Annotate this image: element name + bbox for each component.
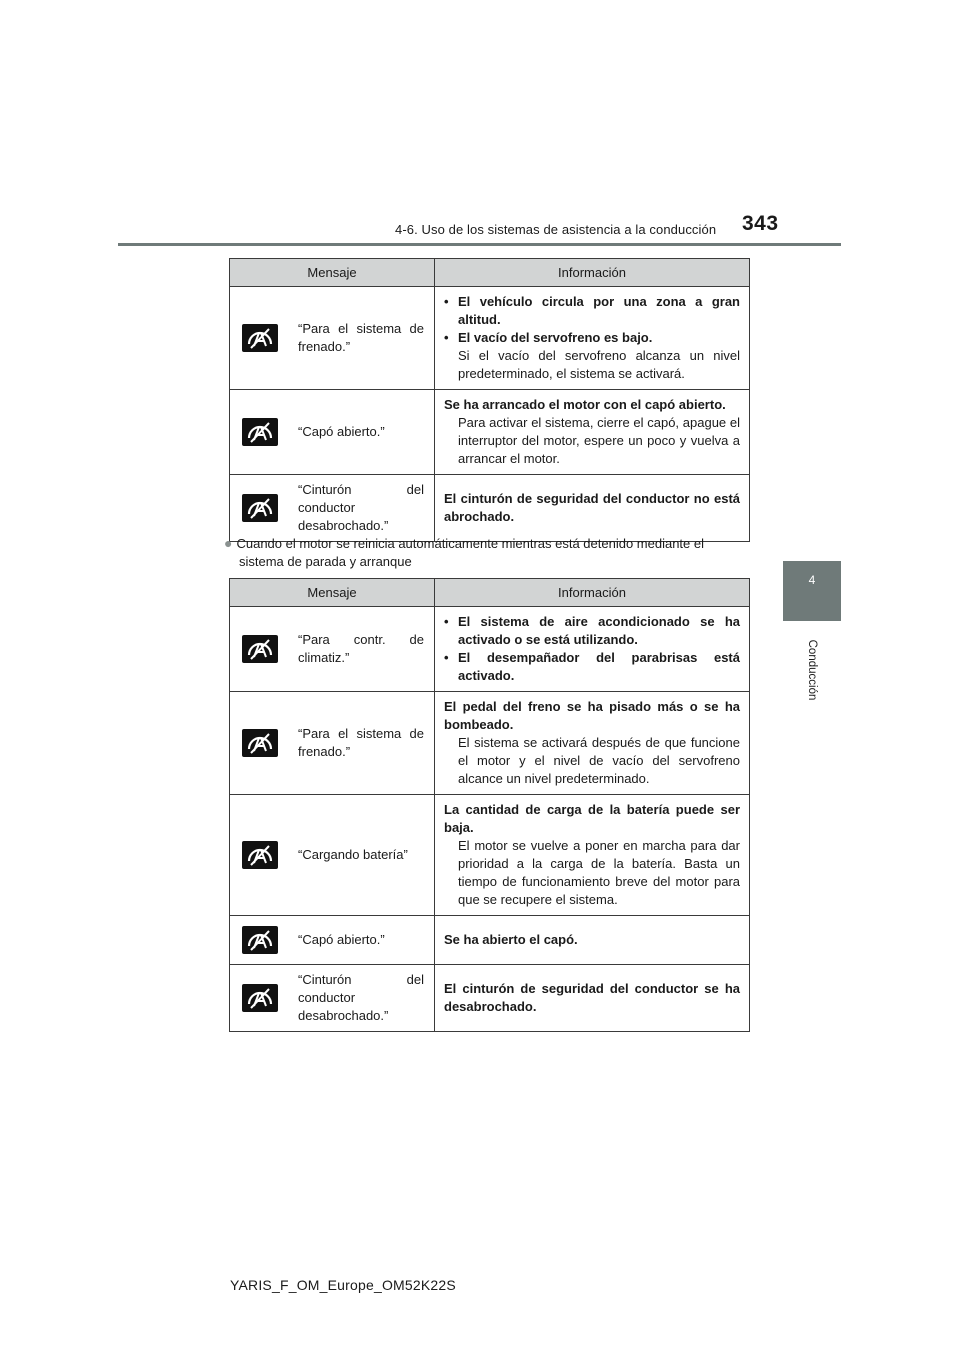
bullet-circle-icon: ● <box>224 535 233 551</box>
chapter-label: Conducción <box>806 639 818 701</box>
table-row <box>230 795 750 916</box>
message-text: “Cargando batería” <box>298 795 435 916</box>
info-heading: Se ha arrancado el motor con el capó abierto. <box>444 397 726 412</box>
info-text: Para activar el sistema, cierre el capó, apague el interruptor del motor, espere un poco y vuelva a arrancar el motor. <box>458 415 740 466</box>
info-bullet: El desempañador del parabrisas está activado. <box>458 650 740 683</box>
header-info: Información <box>435 579 750 607</box>
info-heading: El pedal del freno se ha pisado más o se ha bombeado. <box>444 699 740 732</box>
note-line-1: Cuando el motor se reinicia automáticamente mientras está detenido mediante el <box>236 536 705 551</box>
table-header-row <box>230 259 750 287</box>
info-heading: El cinturón de seguridad del conductor se ha desabrochado. <box>444 981 740 1014</box>
stop-start-off-icon <box>242 841 278 869</box>
message-text: “Capó abierto.” <box>298 916 435 965</box>
table-row <box>230 965 750 1032</box>
info-heading: La cantidad de carga de la batería puede ser baja. <box>444 802 740 835</box>
message-text: “Para contr. de climatiz.” <box>298 607 435 692</box>
info-bullet: El vehículo circula por una zona a gran altitud. <box>458 294 740 327</box>
table-row: “Para contr. de climatiz.” • El sistema de aire acondicionado se ha activado o se está utilizando. • El desempañador del parabrisas está activado. <box>230 607 750 692</box>
page-number: 343 <box>742 212 779 235</box>
stop-start-off-icon <box>242 635 278 663</box>
table-row: “Para el sistema de frenado.” • El vehículo circula por una zona a gran altitud. • El vacío del servofreno es bajo. Si el vacío del servofreno alcanza un nivel predeterminado, el sistema se activará. <box>230 287 750 390</box>
message-text: “Cinturón del conductor desabrochado.” <box>298 475 435 542</box>
stop-start-off-icon <box>242 729 278 757</box>
section-title: 4-6. Uso de los sistemas de asistencia a la conducción <box>395 222 717 237</box>
info-text: El sistema se activará después de que funcione el motor y el nivel de vacío del servofreno alcance un nivel predeterminado. <box>458 735 740 786</box>
table-header-row <box>230 579 750 607</box>
header-info: Información <box>435 259 750 287</box>
stop-start-off-icon <box>242 984 278 1012</box>
document-code: YARIS_F_OM_Europe_OM52K22S <box>230 1277 456 1293</box>
header-divider <box>118 243 841 246</box>
info-bullet: El vacío del servofreno es bajo. <box>458 330 653 345</box>
info-heading: Se ha abierto el capó. <box>444 932 578 947</box>
message-text: “Capó abierto.” <box>298 390 435 475</box>
header-message: Mensaje <box>230 259 435 287</box>
info-bullet: El sistema de aire acondicionado se ha activado o se está utilizando. <box>458 614 740 647</box>
note-line-2: sistema de parada y arranque <box>239 554 412 569</box>
stop-start-off-icon <box>242 324 278 352</box>
info-text: El motor se vuelve a poner en marcha para dar prioridad a la carga de la batería. Basta un tiempo de funcionamiento breve del motor para que se recupere el sistema. <box>458 838 740 907</box>
table-row <box>230 692 750 795</box>
info-text: Si el vacío del servofreno alcanza un nivel predeterminado, el sistema se activará. <box>458 348 740 381</box>
stop-start-off-icon <box>242 418 278 446</box>
stop-start-off-icon <box>242 494 278 522</box>
message-text: “Cinturón del conductor desabrochado.” <box>298 965 435 1032</box>
chapter-tab: 4 <box>783 561 841 621</box>
table-row <box>230 916 750 965</box>
note-paragraph <box>224 534 750 571</box>
stop-start-off-icon <box>242 926 278 954</box>
message-table-2 <box>229 578 750 1032</box>
table-row <box>230 475 750 542</box>
table-row <box>230 390 750 475</box>
message-text: “Para el sistema de frenado.” <box>298 692 435 795</box>
header-message: Mensaje <box>230 579 435 607</box>
message-text: “Para el sistema de frenado.” <box>298 287 435 390</box>
info-heading: El cinturón de seguridad del conductor no está abrochado. <box>444 491 740 524</box>
message-table-1 <box>229 258 750 542</box>
